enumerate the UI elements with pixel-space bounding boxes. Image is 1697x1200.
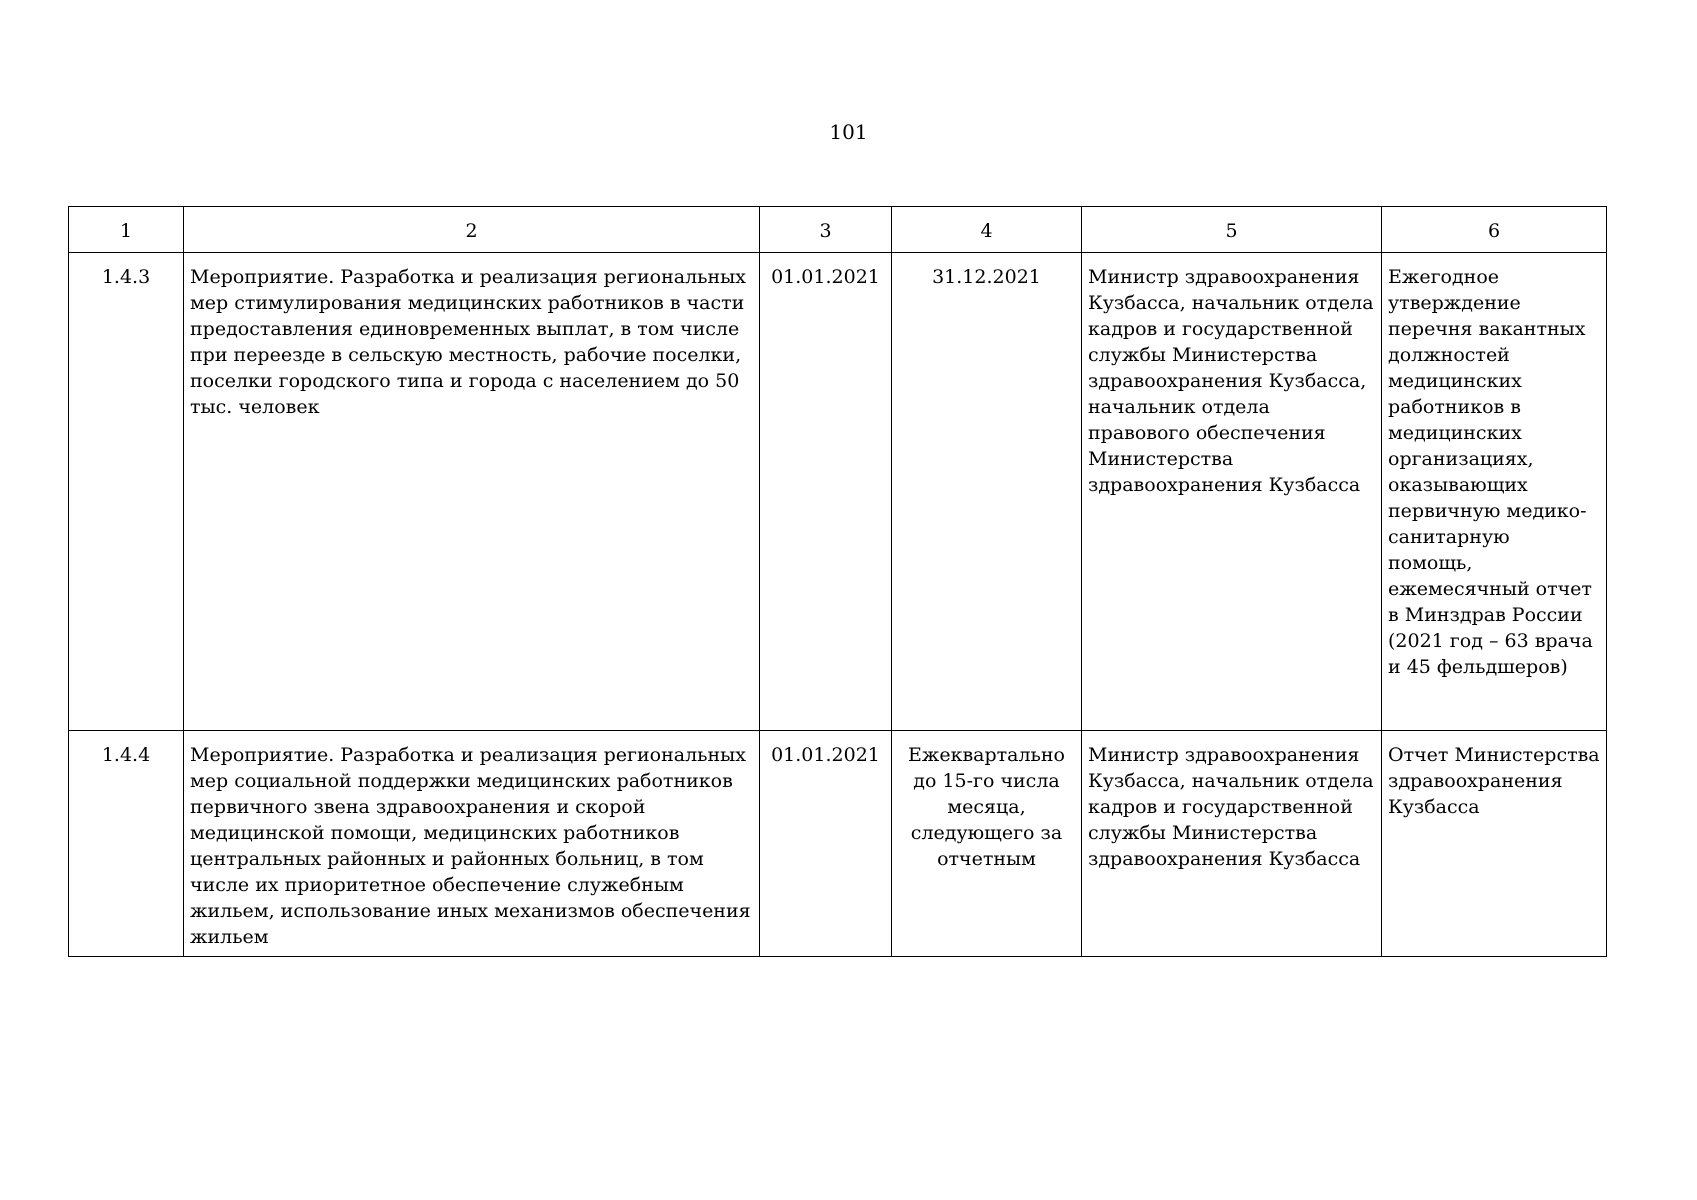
table-row	[69, 253, 1607, 731]
table-row	[69, 731, 1607, 957]
activity-cell: Мероприятие. Разработка и реализация региональных мер социальной поддержки медицинских работников первичного звена здравоохранения и скорой медицинской помощи, медицинских работников центральных районных и районных больниц, в том числе их приоритетное обеспечение служебным жильем, использование иных механизмов обеспечения жильем	[184, 731, 760, 957]
start-date-cell: 01.01.2021	[760, 731, 892, 957]
page-number: 101	[829, 120, 868, 144]
result-cell: Ежегодное утверждение перечня вакантных должностей медицинских работников в медицинских организациях, оказывающих первичную медико-санитарную помощь, ежемесячный отчет в Минздрав России (2021 год – 63 врача и 45 фельдшеров)	[1382, 253, 1607, 731]
column-header-3: 3	[760, 207, 892, 253]
responsible-cell: Министр здравоохранения Кузбасса, начальник отдела кадров и государственной службы Министерства здравоохранения Кузбасса	[1082, 731, 1382, 957]
start-date-cell: 01.01.2021	[760, 253, 892, 731]
responsible-cell: Министр здравоохранения Кузбасса, начальник отдела кадров и государственной службы Министерства здравоохранения Кузбасса, начальник отдела правового обеспечения Министерства здравоохранения Кузбасса	[1082, 253, 1382, 731]
column-header-4: 4	[892, 207, 1082, 253]
activity-cell: Мероприятие. Разработка и реализация региональных мер стимулирования медицинских работников в части предоставления единовременных выплат, в том числе при переезде в сельскую местность, рабочие поселки, поселки городского типа и города с населением до 50 тыс. человек	[184, 253, 760, 731]
column-header-2: 2	[184, 207, 760, 253]
result-cell: Отчет Министерства здравоохранения Кузбасса	[1382, 731, 1607, 957]
end-date-cell: 31.12.2021	[892, 253, 1082, 731]
column-header-1: 1	[69, 207, 184, 253]
table-header-row	[69, 207, 1607, 253]
measures-table	[68, 206, 1607, 957]
row-id: 1.4.4	[69, 731, 184, 957]
end-date-cell: Ежеквартально до 15-го числа месяца, следующего за отчетным	[892, 731, 1082, 957]
row-id: 1.4.3	[69, 253, 184, 731]
column-header-6: 6	[1382, 207, 1607, 253]
column-header-5: 5	[1082, 207, 1382, 253]
